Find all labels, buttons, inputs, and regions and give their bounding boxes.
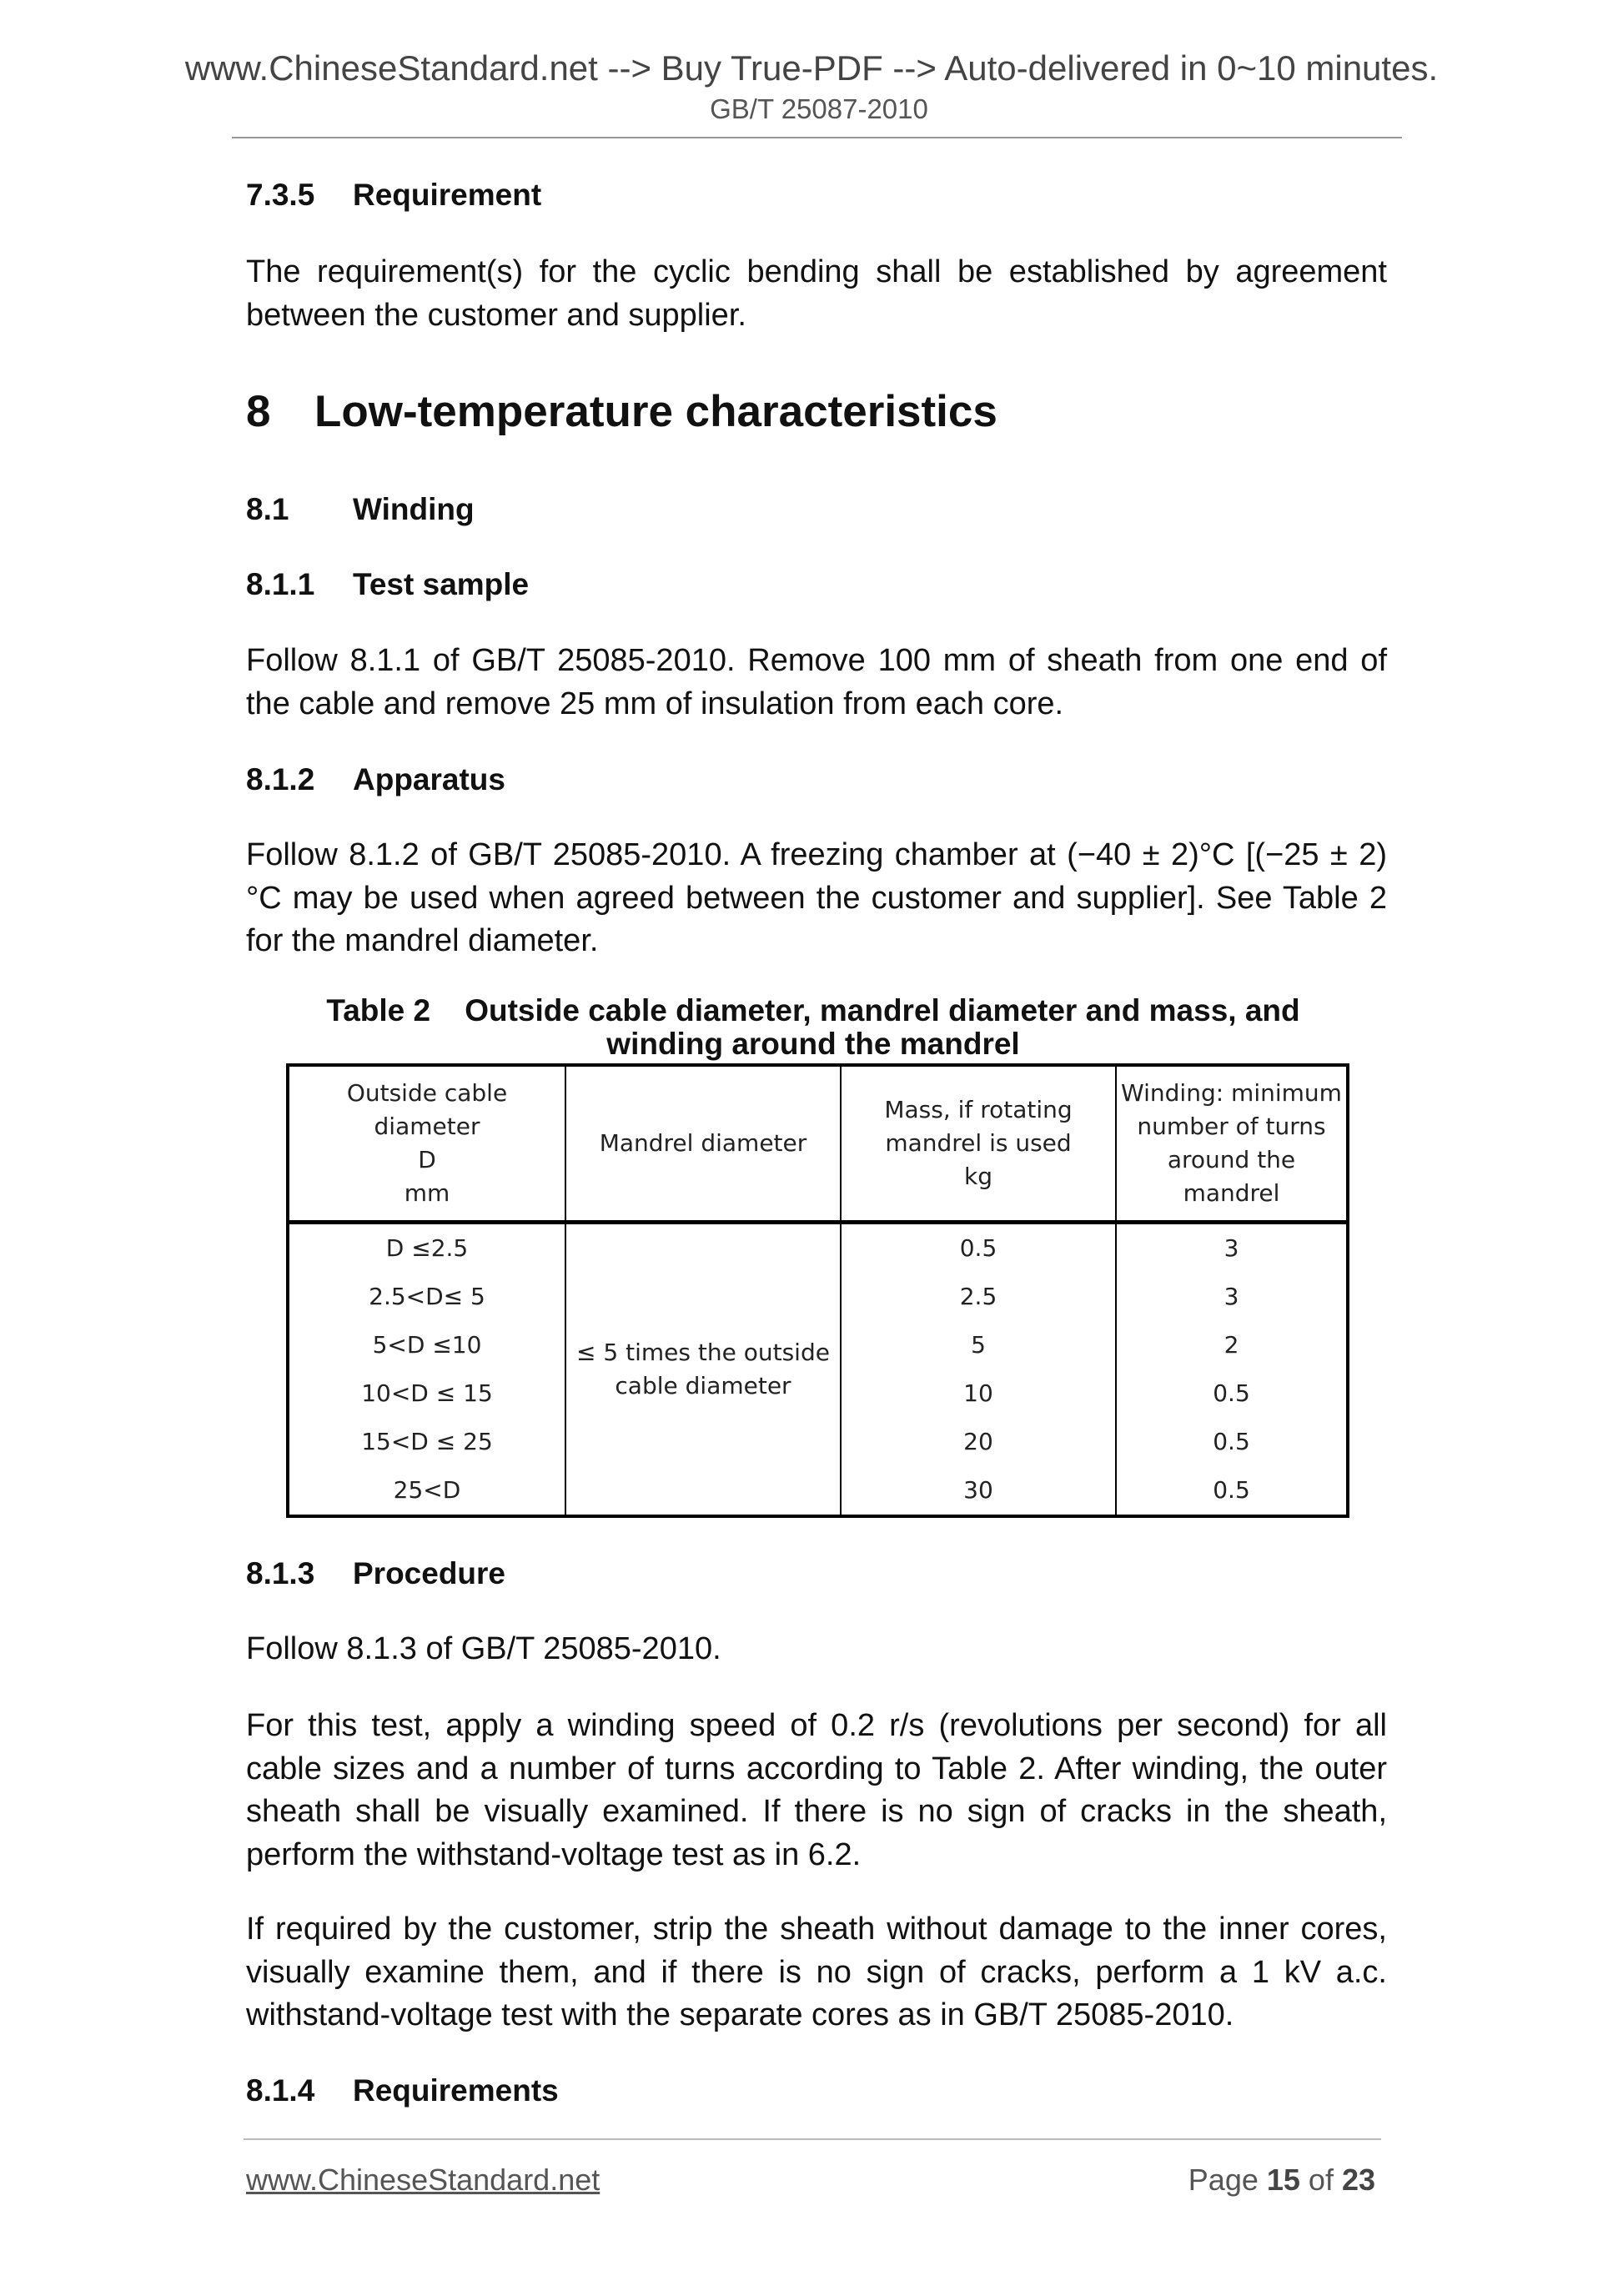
doc-id: GB/T 25087-2010 [710,93,928,124]
header-winding-turns [1116,1065,1348,1223]
page-total: 23 [1341,2163,1375,2197]
header-mandrel-diameter: Mandrel diameter [565,1065,841,1223]
section-title: Low-temperature characteristics [314,387,997,436]
page-indicator [1188,2163,1375,2198]
section-number: 8.1.4 [246,2073,315,2108]
cell-mass: 30 [841,1466,1116,1516]
section-title: Requirements [353,2073,559,2108]
section-title: Procedure [353,1556,506,1590]
page-number: 15 [1266,2163,1300,2197]
page-label: Page [1188,2163,1267,2197]
cell-turns: 0.5 [1116,1466,1348,1516]
section-number: 7.3.5 [246,178,315,212]
header-line: D [418,1146,436,1173]
heading-8-1-2 [246,762,505,797]
cell-mass: 5 [841,1321,1116,1369]
heading-8 [246,386,997,437]
section-number: 8.1.1 [246,567,315,601]
table-2 [286,1063,1349,1518]
cell-mandrel [565,1223,841,1517]
footer-link-wrap [246,2163,600,2198]
footer-link[interactable]: www.ChineseStandard.net [246,2163,600,2197]
header-banner: www.ChineseStandard.net --> Buy True-PDF --> Auto-delivered in 0~10 minutes. [184,48,1439,88]
header-line: Winding: minimum [1121,1079,1342,1107]
section-number: 8.1 [246,492,289,526]
section-number: 8 [246,387,271,436]
header-divider [232,137,1402,138]
paragraph: For this test, apply a winding speed of 0.2 r/s (revolutions per second) for all cable sizes and a number of turns according to Table 2. After winding, the outer sheath shall be visually examined. If there is no sign of cracks in the sheath, perform the withstand-voltage test as in 6.2. [246,1708,1387,1872]
header-line: number of turns [1137,1113,1326,1140]
header-line: kg [964,1163,992,1190]
footer-divider [244,2138,1381,2140]
cell-turns: 2 [1116,1321,1348,1369]
header-line: Mass, if rotating [884,1096,1073,1123]
cell-diameter: 25<D [288,1466,565,1516]
mandrel-line: ≤ 5 times the outside [576,1339,830,1366]
caption-line: winding around the mandrel [606,1027,1020,1061]
header-line: mandrel is used [885,1129,1072,1157]
cell-diameter: 2.5<D≤ 5 [288,1273,565,1321]
section-title: Test sample [353,567,530,601]
table-row [288,1223,1348,1274]
paragraph: If required by the customer, strip the sheath without damage to the inner cores, visually examine them, and if there is no sign of cracks, perform a 1 kV a.c. withstand-voltage test with the separate cores as in GB/T 25085-2010. [246,1912,1387,2032]
header-line: diameter [374,1113,480,1140]
cell-turns: 0.5 [1116,1369,1348,1418]
section-number: 8.1.2 [246,762,315,796]
heading-8-1-4 [246,2073,559,2108]
section-number: 8.1.3 [246,1556,315,1590]
cell-mass: 20 [841,1418,1116,1466]
cell-mass: 2.5 [841,1273,1116,1321]
cell-turns: 3 [1116,1273,1348,1321]
caption-line: Table 2 Outside cable diameter, mandrel diameter and mass, and [326,993,1300,1027]
header-line: mm [404,1179,450,1207]
header-line: around the mandrel [1167,1146,1296,1207]
mandrel-line: cable diameter [615,1372,791,1399]
cell-turns: 3 [1116,1223,1348,1274]
header-line: Outside cable [346,1079,508,1107]
paragraph: Follow 8.1.2 of GB/T 25085-2010. A freezing chamber at (−40 ± 2)°C [(−25 ± 2)°C may be used when agreed between the customer and supplier]. See Table 2 for the mandrel diameter. [246,837,1387,958]
heading-8-1 [246,492,475,527]
paragraph: The requirement(s) for the cyclic bending shall be established by agreement between the customer and supplier. [246,254,1387,333]
cell-diameter: 15<D ≤ 25 [288,1418,565,1466]
cell-diameter: D ≤2.5 [288,1223,565,1274]
table-caption [275,994,1351,1061]
cell-mass: 10 [841,1369,1116,1418]
paragraph: Follow 8.1.3 of GB/T 25085-2010. [246,1631,721,1666]
header-mass [841,1065,1116,1223]
section-title: Winding [353,492,475,526]
heading-7-3-5 [246,178,541,213]
section-title: Requirement [353,178,542,212]
header-outside-diameter [288,1065,565,1223]
heading-8-1-3 [246,1556,505,1591]
cell-turns: 0.5 [1116,1418,1348,1466]
cell-mass: 0.5 [841,1223,1116,1274]
heading-8-1-1 [246,567,529,602]
paragraph: Follow 8.1.1 of GB/T 25085-2010. Remove 100 mm of sheath from one end of the cable and remove 25 mm of insulation from each core. [246,643,1387,721]
section-title: Apparatus [353,762,505,796]
cell-diameter: 5<D ≤10 [288,1321,565,1369]
cell-diameter: 10<D ≤ 15 [288,1369,565,1418]
page-of: of [1299,2163,1342,2197]
